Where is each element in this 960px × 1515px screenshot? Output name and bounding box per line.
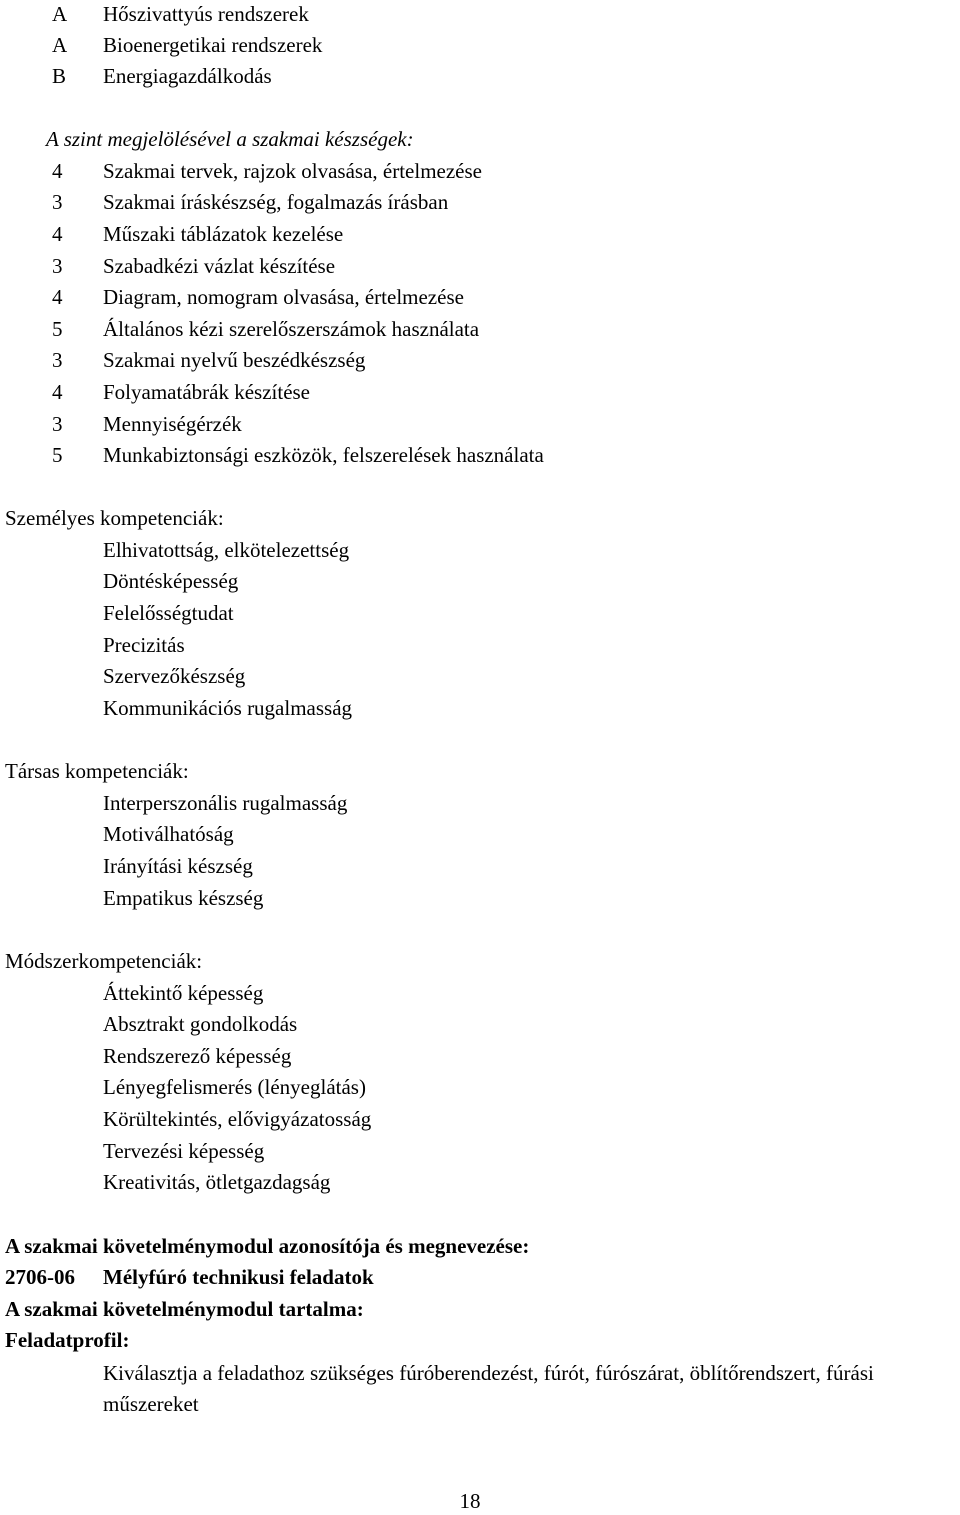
list-item: Rendszerező képesség bbox=[103, 1044, 292, 1068]
list-item: Körültekintés, elővigyázatosság bbox=[103, 1107, 372, 1131]
list-item: Tervezési képesség bbox=[103, 1139, 265, 1163]
page-number: 18 bbox=[459, 1489, 481, 1513]
list-item: Irányítási készség bbox=[103, 854, 253, 878]
list-item: Precizitás bbox=[103, 633, 185, 657]
list-item: Kreativitás, ötletgazdagság bbox=[103, 1170, 331, 1194]
skill-label: Munkabiztonsági eszközök, felszerelések használata bbox=[103, 443, 544, 467]
skill-level: 4 bbox=[52, 222, 63, 246]
skill-label: Szabadkézi vázlat készítése bbox=[103, 254, 336, 278]
list-item: Felelősségtudat bbox=[103, 601, 234, 625]
skill-label: Szakmai íráskészség, fogalmazás írásban bbox=[103, 190, 449, 214]
task-profile-text: Kiválasztja a feladathoz szükséges fúróberendezést, fúrót, fúrószárat, öblítőrendszert, fúrási műszereket bbox=[103, 1361, 874, 1416]
skill-label: Általános kézi szerelőszerszámok használata bbox=[103, 317, 480, 341]
social-competencies-heading: Társas kompetenciák: bbox=[5, 759, 189, 783]
list-item: Szervezőkészség bbox=[103, 664, 246, 688]
skill-label: Folyamatábrák készítése bbox=[103, 380, 311, 404]
list-item: Kommunikációs rugalmasság bbox=[103, 696, 353, 720]
skill-level: 5 bbox=[52, 443, 63, 467]
list-item: Áttekintő képesség bbox=[103, 981, 264, 1005]
level-code: B bbox=[52, 64, 67, 88]
list-item: Döntésképesség bbox=[103, 569, 239, 593]
module-id-heading: A szakmai követelménymodul azonosítója és megnevezése: bbox=[5, 1234, 530, 1258]
skill-level: 4 bbox=[52, 380, 63, 404]
list-item: Empatikus készség bbox=[103, 886, 264, 910]
personal-competencies-heading: Személyes kompetenciák: bbox=[5, 506, 224, 530]
module-content-heading: A szakmai követelménymodul tartalma: bbox=[5, 1297, 364, 1321]
list-item: Elhivatottság, elkötelezettség bbox=[103, 538, 350, 562]
method-competencies-heading: Módszerkompetenciák: bbox=[5, 949, 203, 973]
skill-label: Szakmai nyelvű beszédkészség bbox=[103, 348, 366, 372]
skill-label: Diagram, nomogram olvasása, értelmezése bbox=[103, 285, 464, 309]
list-item-label: Bioenergetikai rendszerek bbox=[103, 33, 323, 57]
skill-level: 4 bbox=[52, 285, 63, 309]
level-code: A bbox=[52, 33, 68, 57]
list-item-label: Energiagazdálkodás bbox=[103, 64, 272, 88]
level-code: A bbox=[52, 2, 68, 26]
module-name: Mélyfúró technikusi feladatok bbox=[103, 1265, 374, 1289]
skill-level: 4 bbox=[52, 159, 63, 183]
skill-level: 5 bbox=[52, 317, 63, 341]
module-code: 2706-06 bbox=[5, 1265, 75, 1289]
skill-level: 3 bbox=[52, 254, 63, 278]
list-item-label: Hőszivattyús rendszerek bbox=[103, 2, 309, 26]
list-item: Lényegfelismerés (lényeglátás) bbox=[103, 1075, 366, 1099]
list-item: Motiválhatóság bbox=[103, 822, 234, 846]
skill-label: Műszaki táblázatok kezelése bbox=[103, 222, 344, 246]
skill-level: 3 bbox=[52, 412, 63, 436]
skill-label: Mennyiségérzék bbox=[103, 412, 242, 436]
task-profile-heading: Feladatprofil: bbox=[5, 1328, 130, 1352]
list-item: Interperszonális rugalmasság bbox=[103, 791, 348, 815]
skill-level: 3 bbox=[52, 348, 63, 372]
skill-label: Szakmai tervek, rajzok olvasása, értelmezése bbox=[103, 159, 482, 183]
list-item: Absztrakt gondolkodás bbox=[103, 1012, 298, 1036]
skills-heading-text: A szint megjelölésével a szakmai készségek: bbox=[46, 127, 414, 151]
skill-level: 3 bbox=[52, 190, 63, 214]
